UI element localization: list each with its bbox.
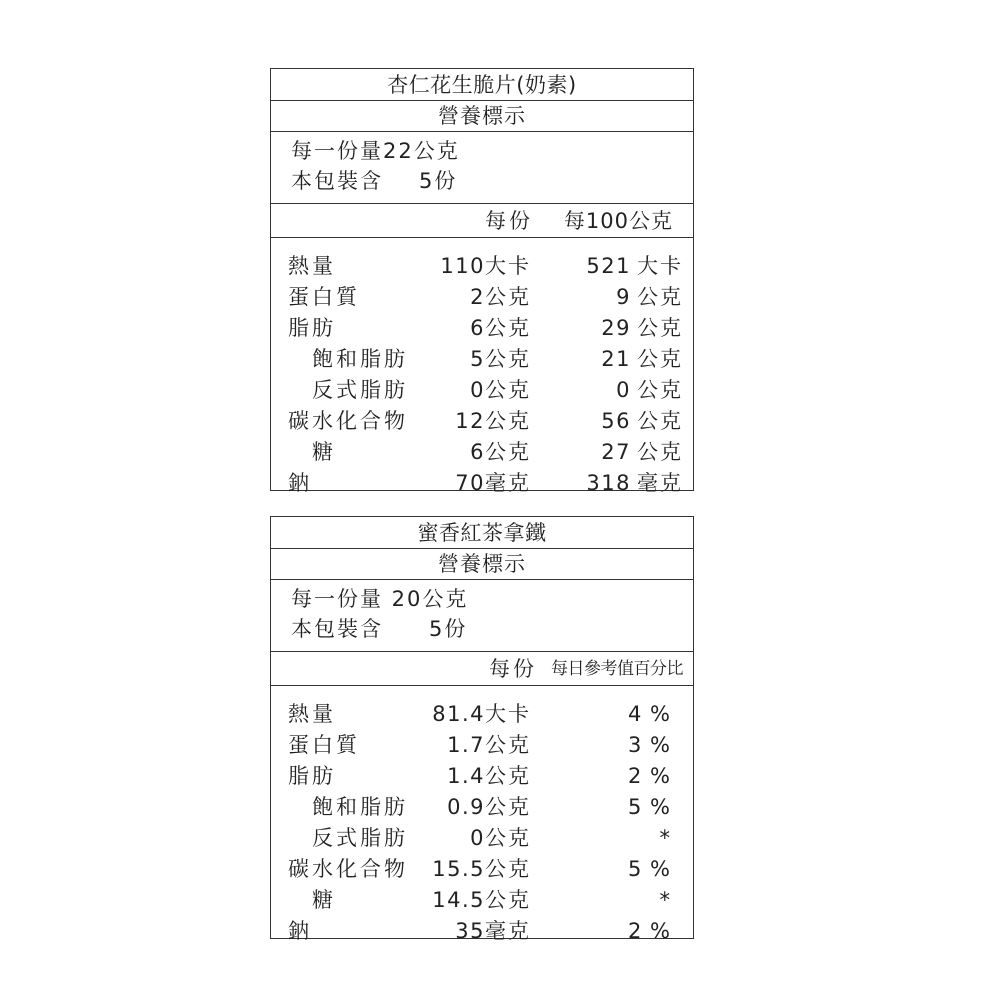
nutrient-row-protein xyxy=(271,282,693,313)
nutrient-name: 碳水化合物 xyxy=(288,857,408,881)
nutrient-name: 熱量 xyxy=(288,702,336,726)
per-serving-value: 2 xyxy=(470,285,485,309)
nutrient-table xyxy=(271,238,693,499)
per-100g-value: 27 xyxy=(601,440,631,464)
serving-info xyxy=(271,580,693,652)
per-serving-unit: 公克 xyxy=(485,764,531,788)
per-100g-value: 9 xyxy=(616,285,631,309)
daily-value-percent: * xyxy=(659,888,671,912)
nutrient-row-saturated-fat xyxy=(271,792,693,823)
per-serving-unit: 公克 xyxy=(485,409,531,433)
serving-size: 每一份量 20公克 xyxy=(291,587,469,611)
nutrient-name: 脂肪 xyxy=(288,764,336,788)
nutrient-row-sugar xyxy=(271,437,693,468)
nutrition-panel-honey-black-tea-latte xyxy=(270,516,694,943)
per-100g-unit: 公克 xyxy=(637,378,683,402)
per-serving-unit: 公克 xyxy=(485,857,531,881)
nutrient-name: 糖 xyxy=(312,888,336,912)
per-100g-value: 318 xyxy=(586,471,631,495)
nutrient-name: 碳水化合物 xyxy=(288,409,408,433)
nutrient-row-sodium xyxy=(271,468,693,499)
per-serving-unit: 公克 xyxy=(485,733,531,757)
nutrient-row-sodium xyxy=(271,916,693,947)
per-serving-unit: 大卡 xyxy=(485,254,531,278)
column-header-row xyxy=(271,204,693,238)
per-serving-unit: 公克 xyxy=(485,826,531,850)
servings-per-package-label: 本包裝含 xyxy=(291,169,383,193)
per-100g-unit: 公克 xyxy=(637,316,683,340)
daily-value-percent: * xyxy=(659,826,671,850)
nutrient-name: 飽和脂肪 xyxy=(312,795,408,819)
nutrient-row-carbohydrate xyxy=(271,406,693,437)
nutrient-row-fat xyxy=(271,761,693,792)
nutrient-name: 鈉 xyxy=(288,471,312,495)
per-100g-value: 521 xyxy=(586,254,631,278)
per-serving-unit: 毫克 xyxy=(485,471,531,495)
per-serving-unit: 大卡 xyxy=(485,702,531,726)
nutrient-name: 蛋白質 xyxy=(288,733,360,757)
per-serving-value: 35 xyxy=(455,919,485,943)
nutrient-row-saturated-fat xyxy=(271,344,693,375)
per-100g-unit: 公克 xyxy=(637,347,683,371)
per-serving-value: 0.9 xyxy=(447,795,485,819)
per-100g-unit: 大卡 xyxy=(637,254,683,278)
per-100g-header: 每100公克 xyxy=(563,209,673,233)
daily-value-percent: 3 % xyxy=(628,733,671,757)
per-serving-value: 70 xyxy=(455,471,485,495)
daily-value-percent: 2 % xyxy=(628,764,671,788)
daily-value-percent: 2 % xyxy=(628,919,671,943)
serving-info xyxy=(271,132,693,204)
per-100g-value: 56 xyxy=(601,409,631,433)
per-serving-value: 1.7 xyxy=(447,733,485,757)
nutrition-panel-almond-peanut-crisp xyxy=(270,68,694,495)
daily-value-percent: 5 % xyxy=(628,857,671,881)
servings-per-package-label: 本包裝含 xyxy=(291,617,383,641)
nutrition-label-heading: 營養標示 xyxy=(271,101,693,132)
nutrient-row-calories xyxy=(271,251,693,282)
column-header-row xyxy=(271,652,693,686)
per-serving-header: 每份 xyxy=(489,657,537,681)
product-title: 杏仁花生脆片(奶素) xyxy=(271,69,693,101)
nutrient-row-trans-fat xyxy=(271,823,693,854)
per-100g-unit: 公克 xyxy=(637,285,683,309)
nutrient-row-calories xyxy=(271,699,693,730)
nutrient-row-carbohydrate xyxy=(271,854,693,885)
per-serving-unit: 公克 xyxy=(485,285,531,309)
daily-value-percent: 4 % xyxy=(628,702,671,726)
nutrient-name: 反式脂肪 xyxy=(312,826,408,850)
nutrient-name: 飽和脂肪 xyxy=(312,347,408,371)
servings-per-package xyxy=(291,166,693,196)
nutrient-name: 鈉 xyxy=(288,919,312,943)
daily-value-percent: 5 % xyxy=(628,795,671,819)
nutrient-row-trans-fat xyxy=(271,375,693,406)
per-serving-value: 15.5 xyxy=(432,857,485,881)
nutrient-name: 熱量 xyxy=(288,254,336,278)
per-serving-unit: 公克 xyxy=(485,888,531,912)
per-serving-unit: 公克 xyxy=(485,316,531,340)
per-100g-unit: 公克 xyxy=(637,440,683,464)
product-title: 蜜香紅茶拿鐵 xyxy=(271,517,693,549)
per-serving-header: 每份 xyxy=(485,209,533,233)
per-serving-unit: 毫克 xyxy=(485,919,531,943)
per-serving-value: 6 xyxy=(470,316,485,340)
per-serving-unit: 公克 xyxy=(485,440,531,464)
nutrient-name: 糖 xyxy=(312,440,336,464)
nutrient-name: 蛋白質 xyxy=(288,285,360,309)
per-serving-value: 6 xyxy=(470,440,485,464)
serving-size: 每一份量22公克 xyxy=(291,139,460,163)
nutrition-label-heading: 營養標示 xyxy=(271,549,693,580)
servings-per-package-value: 5份 xyxy=(419,169,458,193)
per-100g-unit: 毫克 xyxy=(637,471,683,495)
servings-per-package-value: 5份 xyxy=(429,617,468,641)
per-serving-unit: 公克 xyxy=(485,347,531,371)
per-serving-value: 110 xyxy=(440,254,485,278)
nutrient-table xyxy=(271,686,693,947)
per-serving-unit: 公克 xyxy=(485,795,531,819)
nutrient-name: 脂肪 xyxy=(288,316,336,340)
nutrient-row-sugar xyxy=(271,885,693,916)
nutrient-row-fat xyxy=(271,313,693,344)
per-100g-unit: 公克 xyxy=(637,409,683,433)
per-serving-value: 1.4 xyxy=(447,764,485,788)
per-serving-value: 81.4 xyxy=(432,702,485,726)
per-serving-unit: 公克 xyxy=(485,378,531,402)
daily-value-percent-header: 每日參考值百分比 xyxy=(551,659,683,679)
per-serving-value: 14.5 xyxy=(432,888,485,912)
servings-per-package xyxy=(291,614,693,644)
per-100g-value: 29 xyxy=(601,316,631,340)
per-100g-value: 0 xyxy=(616,378,631,402)
per-serving-value: 5 xyxy=(470,347,485,371)
nutrient-row-protein xyxy=(271,730,693,761)
per-serving-value: 12 xyxy=(455,409,485,433)
per-serving-value: 0 xyxy=(470,826,485,850)
per-100g-value: 21 xyxy=(601,347,631,371)
per-serving-value: 0 xyxy=(470,378,485,402)
nutrient-name: 反式脂肪 xyxy=(312,378,408,402)
